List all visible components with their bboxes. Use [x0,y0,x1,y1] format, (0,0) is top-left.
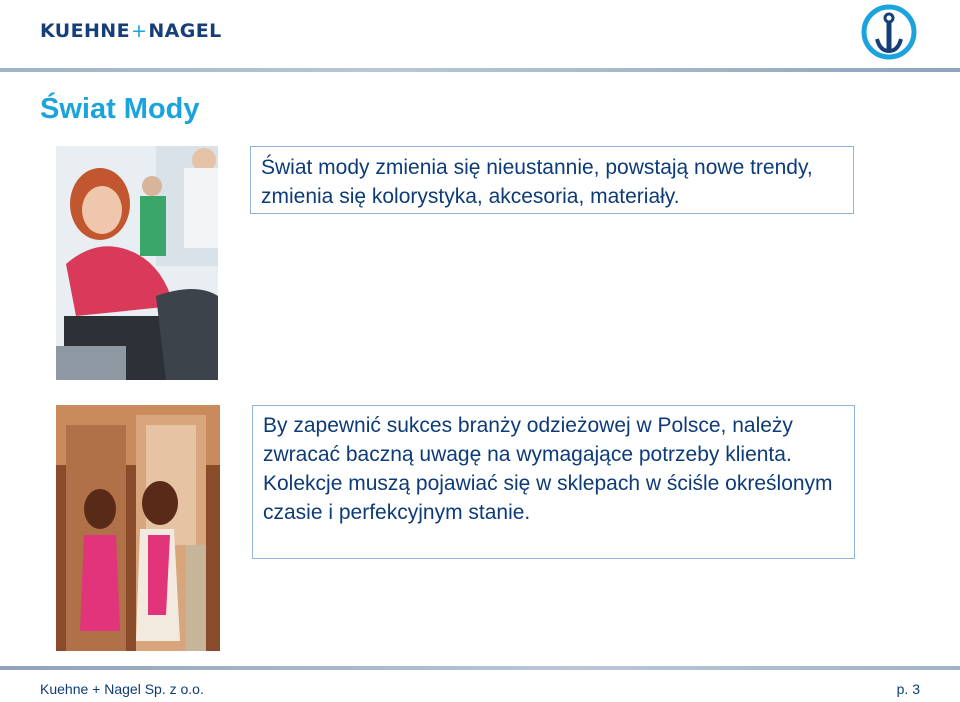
logo-word-nagel: NAGEL [148,20,222,42]
footer-divider [0,666,960,670]
company-logo-wordmark [40,20,222,42]
fitting-room-photo [56,405,220,651]
intro-text: Świat mody zmienia się nieustannie, powstają nowe trendy, zmienia się kolorystyka, akcesoria, materiały. [261,156,813,208]
slide-title: Świat Mody [40,93,200,125]
header-divider [0,68,960,72]
fashion-show-photo [56,146,218,380]
page-number: p. 3 [896,681,920,697]
requirements-text-box [252,405,855,559]
logo-plus: + [130,20,148,42]
requirements-text: By zapewnić sukces branży odzieżowej w Polsce, należy zwracać baczną uwagę na wymagające potrzeby klienta. Kolekcje muszą pojawiać się w sklepach w ściśle określonym czasie i perfekcyjnym stanie. [263,414,833,524]
intro-text-box [250,146,854,214]
logo-word-kuehne: KUEHNE [40,20,130,42]
footer-company: Kuehne + Nagel Sp. z o.o. [40,681,204,697]
anchor-logo-icon [860,3,918,61]
